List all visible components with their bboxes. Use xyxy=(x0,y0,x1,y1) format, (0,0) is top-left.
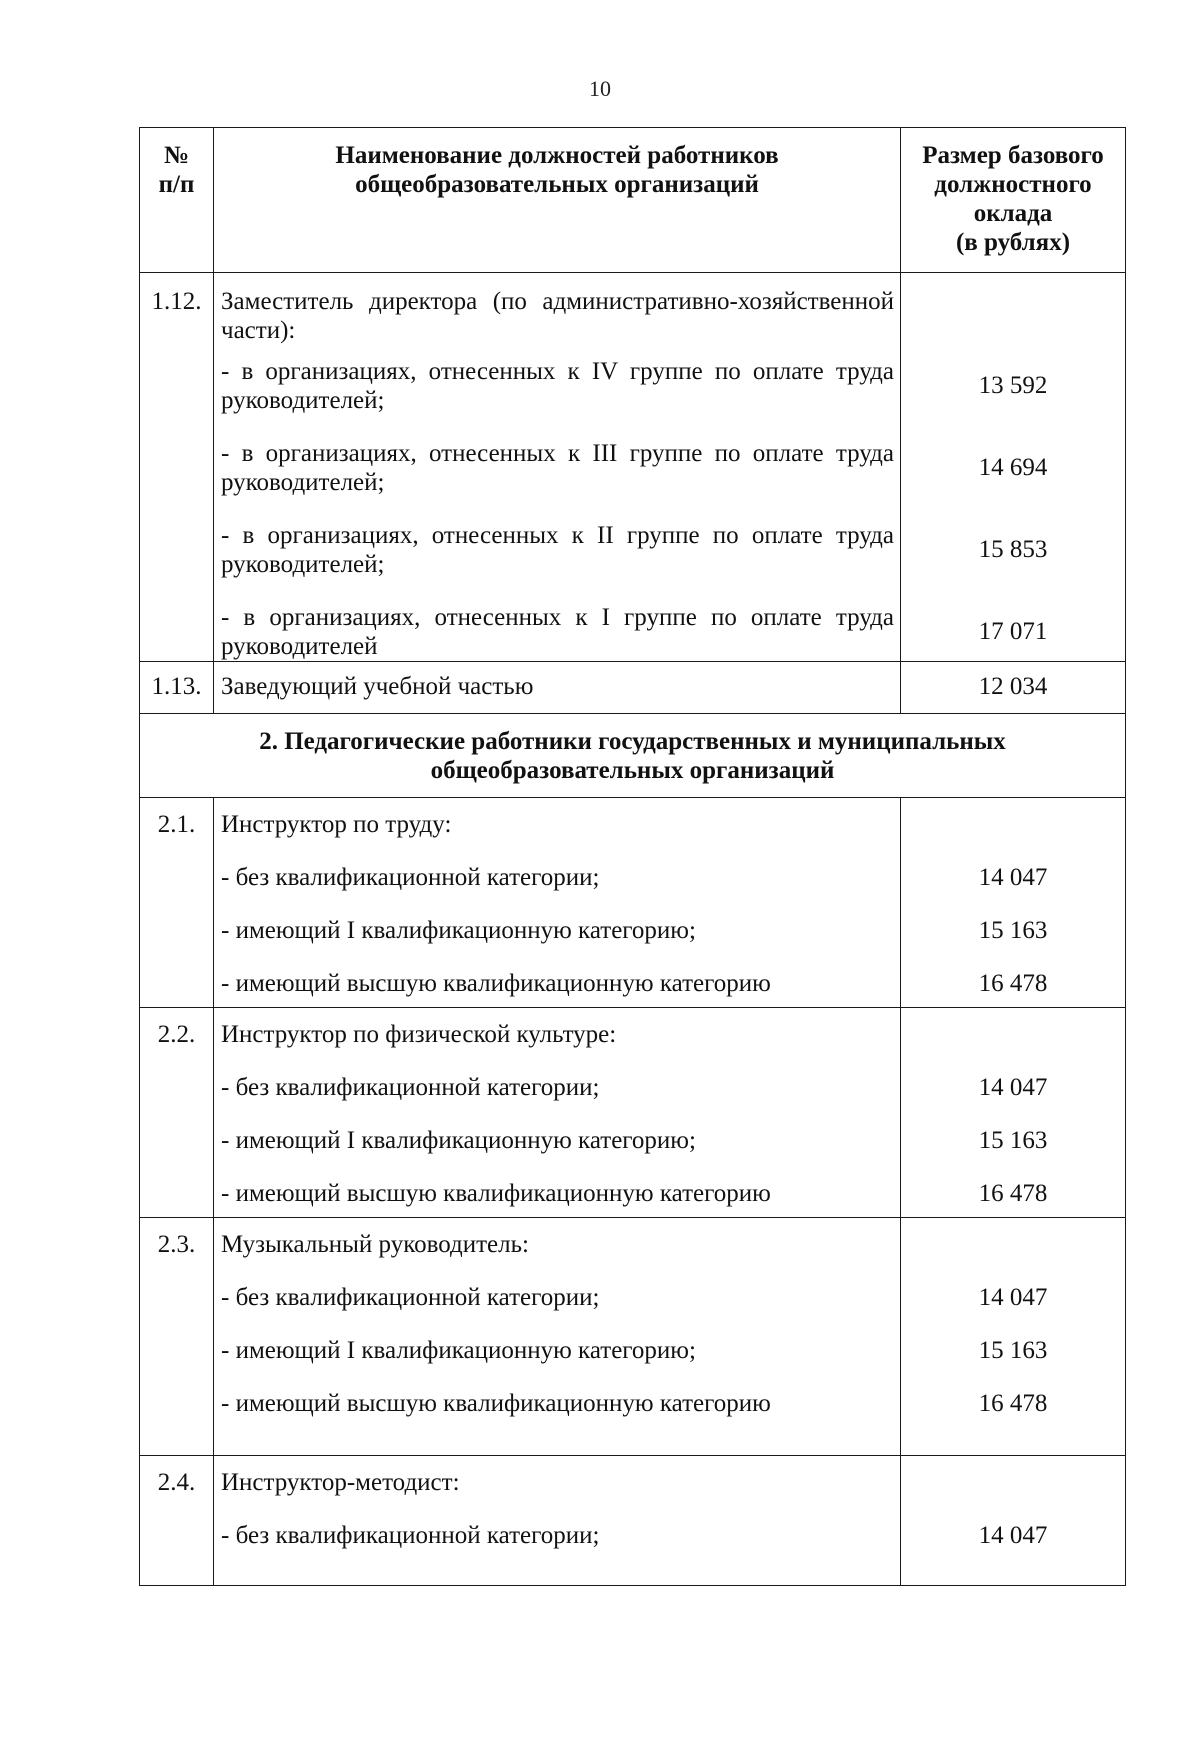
salary-value: 12 034 xyxy=(978,673,1048,700)
row-number-cell xyxy=(140,273,214,662)
row-name-cell xyxy=(214,662,901,714)
row-name-cell xyxy=(214,273,901,662)
salary-value: 16 478 xyxy=(978,1390,1048,1417)
position-title: Инструктор-методист: xyxy=(221,1469,460,1496)
table-row xyxy=(140,1008,1126,1218)
table-row xyxy=(140,273,1126,662)
salary-value: 14 047 xyxy=(978,1522,1048,1549)
row-value-cell xyxy=(901,798,1126,1008)
section-heading-row xyxy=(140,714,1126,798)
header-salary-line: (в рублях) xyxy=(955,229,1071,256)
salary-value: 13 592 xyxy=(978,372,1048,399)
row-number: 2.4. xyxy=(157,1469,196,1496)
row-value-cell xyxy=(901,273,1126,662)
row-number: 2.3. xyxy=(157,1231,196,1258)
row-value-cell xyxy=(901,662,1126,714)
subitem-text: - имеющий высшую квалификационную категорию xyxy=(221,970,771,997)
subitem-text: - в организациях, отнесенных к I группе по оплате труда xyxy=(221,604,894,631)
salary-value: 16 478 xyxy=(978,1180,1048,1207)
salary-value: 14 047 xyxy=(978,1284,1048,1311)
row-number: 1.12. xyxy=(151,288,202,315)
subitem-text: - в организациях, отнесенных к IV группе по оплате труда xyxy=(221,358,894,385)
header-name-line: общеобразовательных организаций xyxy=(355,171,759,198)
header-number-line: п/п xyxy=(158,171,195,198)
subitem-text: - в организациях, отнесенных к III группе по оплате труда xyxy=(221,440,894,467)
row-name-cell xyxy=(214,1008,901,1218)
row-name-cell xyxy=(214,798,901,1008)
table-header-row xyxy=(140,128,1126,273)
header-position-name xyxy=(214,128,901,273)
section-heading xyxy=(140,714,1126,798)
row-value-cell xyxy=(901,1008,1126,1218)
salary-value: 17 071 xyxy=(978,618,1048,645)
subitem-text: - имеющий I квалификационную категорию; xyxy=(221,917,696,944)
header-salary-line: должностного xyxy=(934,171,1092,198)
salary-value: 15 163 xyxy=(978,1337,1048,1364)
header-salary xyxy=(901,128,1126,273)
row-name-cell xyxy=(214,1218,901,1456)
row-value-cell xyxy=(901,1218,1126,1456)
position-title-line: Заместитель директора (по административно-хозяйственной xyxy=(221,288,894,315)
table-row xyxy=(140,1218,1126,1456)
position-title: Музыкальный руководитель: xyxy=(221,1231,529,1258)
position-title: Инструктор по труду: xyxy=(221,811,452,838)
section-heading-line: 2. Педагогические работники государственных и муниципальных xyxy=(259,728,1006,755)
position-title: Инструктор по физической культуре: xyxy=(221,1021,617,1048)
row-name-cell xyxy=(214,1456,901,1586)
salary-value: 14 047 xyxy=(978,864,1048,891)
header-salary-line: Размер базового xyxy=(922,142,1104,169)
row-value-cell xyxy=(901,1456,1126,1586)
subitem-text: - без квалификационной категории; xyxy=(221,864,600,891)
salary-value: 14 047 xyxy=(978,1074,1048,1101)
row-number: 2.1. xyxy=(157,811,196,838)
row-number-cell xyxy=(140,662,214,714)
subitem-text: - имеющий I квалификационную категорию; xyxy=(221,1127,696,1154)
salary-value: 15 163 xyxy=(978,1127,1048,1154)
subitem-text: руководителей; xyxy=(221,551,385,578)
position-title-line: части): xyxy=(221,317,296,344)
salary-value: 15 163 xyxy=(978,917,1048,944)
salary-value: 15 853 xyxy=(978,536,1048,563)
row-number-cell xyxy=(140,1218,214,1456)
subitem-text: - без квалификационной категории; xyxy=(221,1284,600,1311)
subitem-text: - без квалификационной категории; xyxy=(221,1522,600,1549)
row-number-cell xyxy=(140,1008,214,1218)
subitem-text: руководителей; xyxy=(221,469,385,496)
subitem-text: руководителей; xyxy=(221,387,385,414)
subitem-text: - имеющий высшую квалификационную категорию xyxy=(221,1390,771,1417)
header-number xyxy=(140,128,214,273)
subitem-text: руководителей xyxy=(221,633,378,660)
table-row xyxy=(140,662,1126,714)
header-number-line: № xyxy=(163,142,190,169)
page-number: 10 xyxy=(589,76,611,101)
table-row xyxy=(140,798,1126,1008)
position-title: Заведующий учебной частью xyxy=(221,673,534,700)
section-heading-line: общеобразовательных организаций xyxy=(430,757,835,784)
row-number-cell xyxy=(140,798,214,1008)
salary-table xyxy=(139,127,1126,1586)
row-number: 1.13. xyxy=(151,673,202,700)
subitem-text: - имеющий I квалификационную категорию; xyxy=(221,1337,696,1364)
row-number: 2.2. xyxy=(157,1021,196,1048)
salary-value: 16 478 xyxy=(978,970,1048,997)
row-number-cell xyxy=(140,1456,214,1586)
salary-value: 14 694 xyxy=(978,454,1048,481)
subitem-text: - в организациях, отнесенных к II группе по оплате труда xyxy=(221,522,894,549)
subitem-text: - без квалификационной категории; xyxy=(221,1074,600,1101)
subitem-text: - имеющий высшую квалификационную категорию xyxy=(221,1180,771,1207)
table-row xyxy=(140,1456,1126,1586)
header-name-line: Наименование должностей работников xyxy=(335,142,779,169)
header-salary-line: оклада xyxy=(973,200,1053,227)
